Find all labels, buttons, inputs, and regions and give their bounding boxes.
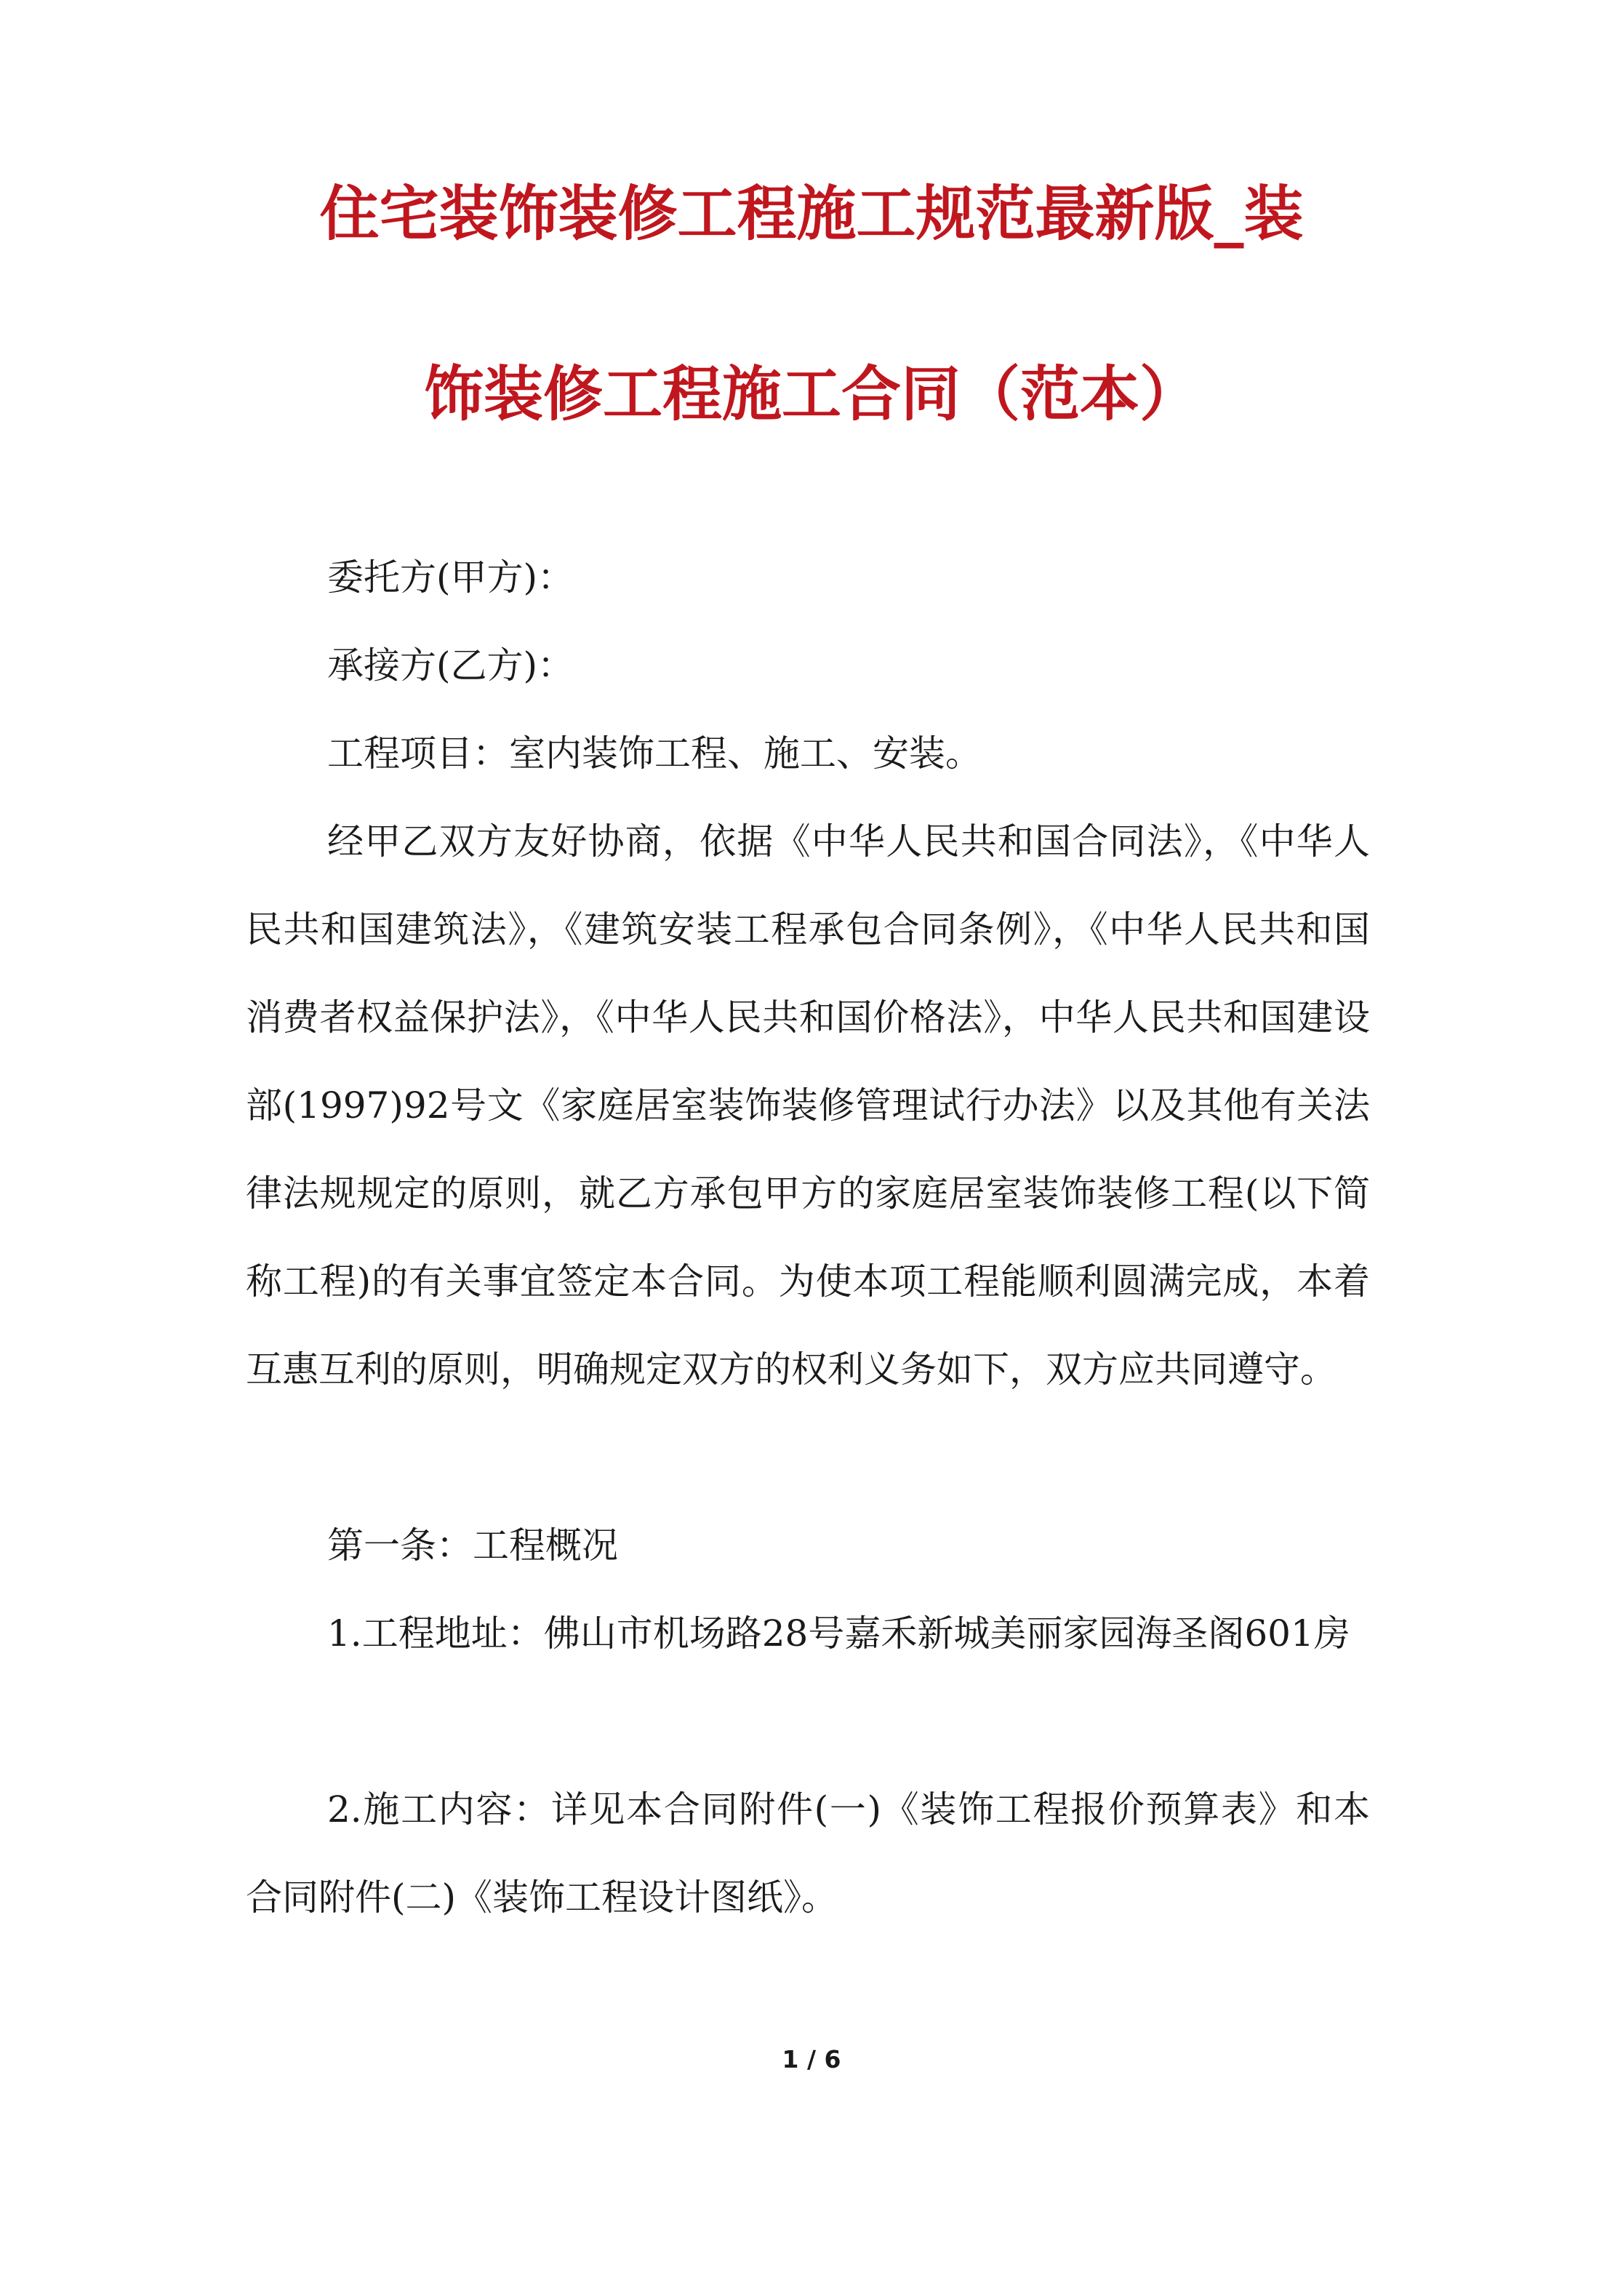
document-title-line-2: 饰装修工程施工合同（范本） <box>423 360 1199 429</box>
paragraph-project: 工程项目：室内装饰工程、施工、安装。 <box>327 732 982 775</box>
paragraph-article-one-heading: 第一条：工程概况 <box>327 1524 618 1567</box>
document-title-line-1: 住宅装饰装修工程施工规范最新版_装 <box>319 180 1304 249</box>
paragraph-client: 委托方(甲方)： <box>327 556 574 599</box>
paragraph-construction-content: 2.施工内容：详见本合同附件(一)《装饰工程报价预算表》和本合同附件(二)《装饰工程设计图纸》。 <box>246 1788 1370 1919</box>
paragraph-contractor: 承接方(乙方)： <box>327 644 574 687</box>
paragraph-preamble: 经甲乙双方友好协商，依据《中华人民共和国合同法》，《中华人民共和国建筑法》，《建筑安装工程承包合同条例》，《中华人民共和国消费者权益保护法》，《中华人民共和国价格法》，中华人民共和国建设部(1997)92号文《家庭居室装饰装修管理试行办法》以及其他有关法律法规规定的原则，就乙方承包甲方的家庭居室装饰装修工程(以下简称工程)的有关事宜签定本合同。为使本项工程能顺利圆满完成，本着互惠互利的原则，明确规定双方的权利义务如下，双方应共同遵守。 <box>246 820 1370 1391</box>
page-number: 1 / 6 <box>782 2045 841 2073</box>
paragraph-project-address: 1.工程地址：佛山市机场路28号嘉禾新城美丽家园海圣阁601房 <box>327 1612 1350 1655</box>
